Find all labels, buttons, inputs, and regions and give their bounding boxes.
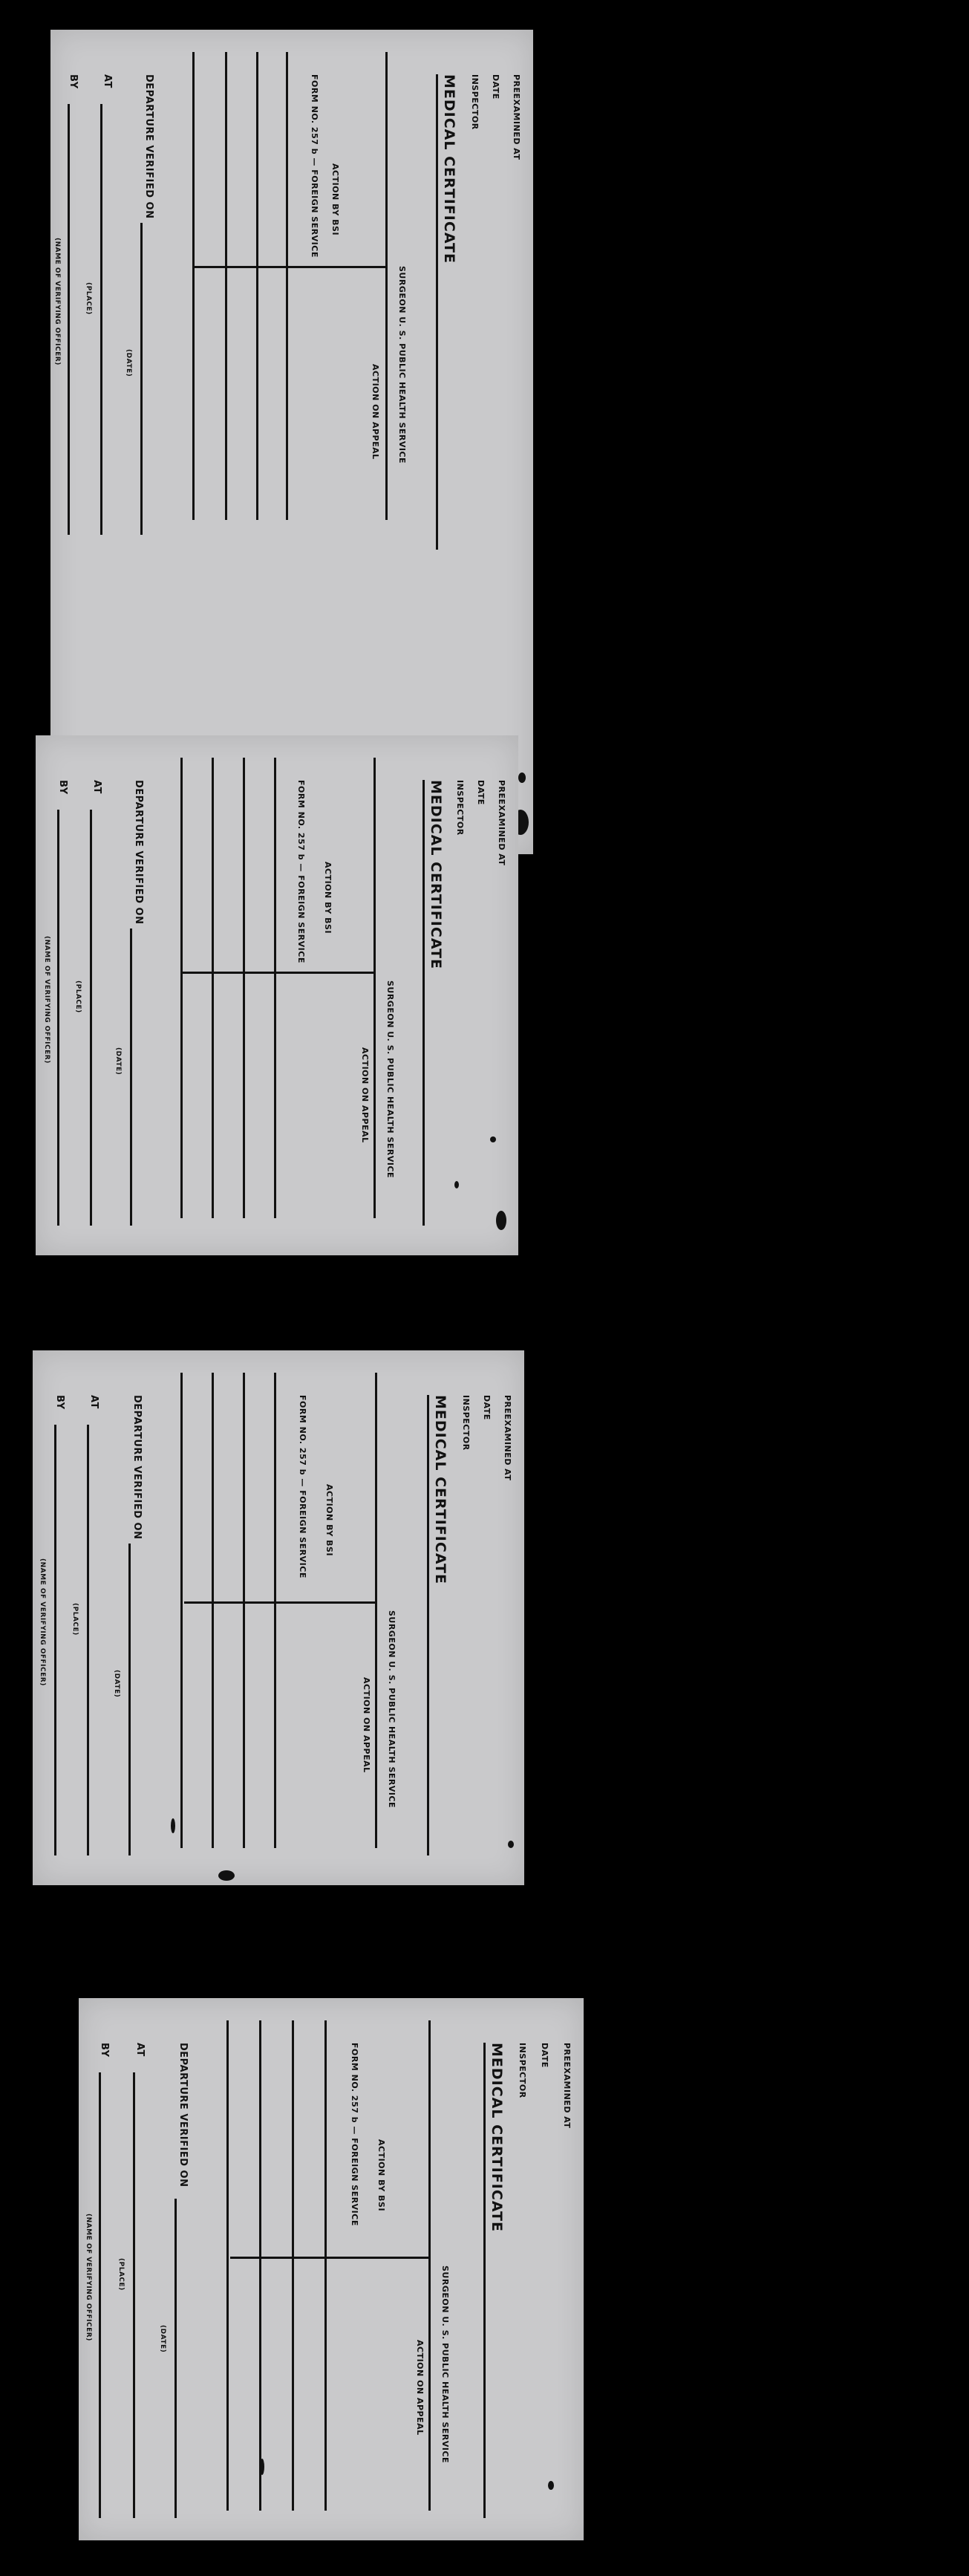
by-label: BY <box>57 780 68 795</box>
appeal-label: ACTION ON APPEAL <box>371 364 380 460</box>
surgeon-divider <box>428 2020 431 2511</box>
officer-hint: (NAME OF VERIFYING OFFICER) <box>85 2214 92 2341</box>
appeal-label: ACTION ON APPEAL <box>360 1047 370 1143</box>
certificate-title: MEDICAL CERTIFICATE <box>441 74 457 264</box>
stain <box>454 1181 459 1188</box>
action-line <box>226 2020 229 2511</box>
at-line <box>133 2072 135 2518</box>
at-line <box>90 810 92 1226</box>
at-line <box>100 104 102 535</box>
action-line <box>192 52 195 520</box>
by-line <box>99 2072 101 2518</box>
bsi-label: ACTION BY BSI <box>324 1484 334 1557</box>
appeal-label: ACTION ON APPEAL <box>362 1677 371 1773</box>
departure-line <box>130 928 132 1226</box>
card-content <box>36 735 518 1255</box>
date-hint: (DATE) <box>114 1047 122 1076</box>
action-line <box>259 2020 261 2511</box>
medical-certificate-card-4 <box>79 1998 584 2540</box>
date-hint: (DATE) <box>125 349 132 377</box>
departure-label: DEPARTURE VERIFIED ON <box>143 74 154 219</box>
date-label: DATE <box>482 1395 492 1420</box>
inspector-label: INSPECTOR <box>518 2043 527 2098</box>
inspector-label: INSPECTOR <box>470 74 480 130</box>
at-label: AT <box>88 1395 99 1409</box>
at-line <box>87 1425 89 1855</box>
by-line <box>68 104 70 535</box>
preexamined-label: PREEXAMINED AT <box>497 780 506 866</box>
form-number: FORM NO. 257 b — FOREIGN SERVICE <box>350 2043 359 2226</box>
action-line <box>225 52 227 520</box>
stain <box>218 1870 235 1881</box>
surgeon-divider <box>375 1373 377 1848</box>
card-content <box>79 1998 584 2540</box>
title-underline <box>427 1395 429 1855</box>
action-line <box>243 1373 245 1848</box>
departure-label: DEPARTURE VERIFIED ON <box>133 780 144 925</box>
place-hint: (PLACE) <box>71 1603 79 1636</box>
title-underline <box>483 2043 486 2518</box>
date-hint: (DATE) <box>159 2325 166 2353</box>
by-line <box>54 1425 56 1855</box>
action-line <box>256 52 258 520</box>
preexamined-label: PREEXAMINED AT <box>503 1395 512 1481</box>
certificate-title: MEDICAL CERTIFICATE <box>432 1395 448 1584</box>
form-number: FORM NO. 257 b — FOREIGN SERVICE <box>310 74 319 258</box>
bsi-label: ACTION BY BSI <box>323 862 333 934</box>
action-line <box>180 758 183 1218</box>
action-line <box>243 758 245 1218</box>
card-content <box>33 1350 524 1885</box>
at-label: AT <box>102 74 113 88</box>
stain <box>496 1211 506 1230</box>
departure-line <box>174 2199 177 2518</box>
form-number: FORM NO. 257 b — FOREIGN SERVICE <box>296 780 306 963</box>
departure-label: DEPARTURE VERIFIED ON <box>131 1395 143 1540</box>
medical-certificate-card-2 <box>36 735 518 1255</box>
officer-hint: (NAME OF VERIFYING OFFICER) <box>53 238 61 365</box>
surgeon-label: SURGEON U. S. PUBLIC HEALTH SERVICE <box>385 980 395 1179</box>
date-hint: (DATE) <box>113 1670 120 1698</box>
stain <box>490 1136 496 1142</box>
by-line <box>57 810 59 1226</box>
departure-line <box>140 223 143 535</box>
officer-hint: (NAME OF VERIFYING OFFICER) <box>39 1558 46 1686</box>
officer-hint: (NAME OF VERIFYING OFFICER) <box>43 936 50 1064</box>
stain <box>518 773 526 783</box>
action-line <box>274 758 276 1218</box>
stain <box>171 1818 175 1833</box>
inspector-label: INSPECTOR <box>455 780 465 836</box>
action-line <box>212 1373 214 1848</box>
medical-certificate-card-3 <box>33 1350 524 1885</box>
departure-line <box>128 1544 131 1855</box>
place-hint: (PLACE) <box>85 282 92 315</box>
action-line <box>292 2020 294 2511</box>
surgeon-divider <box>385 52 388 520</box>
by-label: BY <box>99 2043 110 2058</box>
certificate-title: MEDICAL CERTIFICATE <box>489 2043 505 2232</box>
date-label: DATE <box>540 2043 549 2068</box>
appeal-label: ACTION ON APPEAL <box>415 2340 425 2436</box>
at-label: AT <box>91 780 102 794</box>
surgeon-label: SURGEON U. S. PUBLIC HEALTH SERVICE <box>397 266 407 464</box>
surgeon-label: SURGEON U. S. PUBLIC HEALTH SERVICE <box>387 1610 397 1809</box>
certificate-title: MEDICAL CERTIFICATE <box>428 780 444 969</box>
surgeon-label: SURGEON U. S. PUBLIC HEALTH SERVICE <box>440 2266 450 2464</box>
stain <box>508 1841 514 1848</box>
surgeon-divider <box>373 758 376 1218</box>
date-label: DATE <box>491 74 500 100</box>
place-hint: (PLACE) <box>74 980 82 1013</box>
card-content <box>50 30 533 854</box>
place-hint: (PLACE) <box>117 2258 125 2291</box>
inspector-label: INSPECTOR <box>461 1395 471 1451</box>
by-label: BY <box>68 74 79 89</box>
date-label: DATE <box>476 780 486 805</box>
action-line <box>274 1373 276 1848</box>
title-underline <box>436 74 438 550</box>
medical-certificate-card-1 <box>50 30 533 854</box>
action-line <box>180 1373 183 1848</box>
action-line <box>286 52 288 520</box>
stain <box>548 2481 554 2490</box>
departure-label: DEPARTURE VERIFIED ON <box>177 2043 189 2188</box>
at-label: AT <box>134 2043 146 2057</box>
title-underline <box>422 780 425 1226</box>
stain <box>260 2459 264 2475</box>
bsi-label: ACTION BY BSI <box>330 163 340 236</box>
action-line <box>212 758 214 1218</box>
by-label: BY <box>54 1395 65 1410</box>
bsi-label: ACTION BY BSI <box>376 2139 386 2212</box>
preexamined-label: PREEXAMINED AT <box>562 2043 572 2129</box>
preexamined-label: PREEXAMINED AT <box>512 74 521 160</box>
form-number: FORM NO. 257 b — FOREIGN SERVICE <box>298 1395 307 1578</box>
center-divider <box>195 266 388 268</box>
action-line <box>324 2020 327 2511</box>
